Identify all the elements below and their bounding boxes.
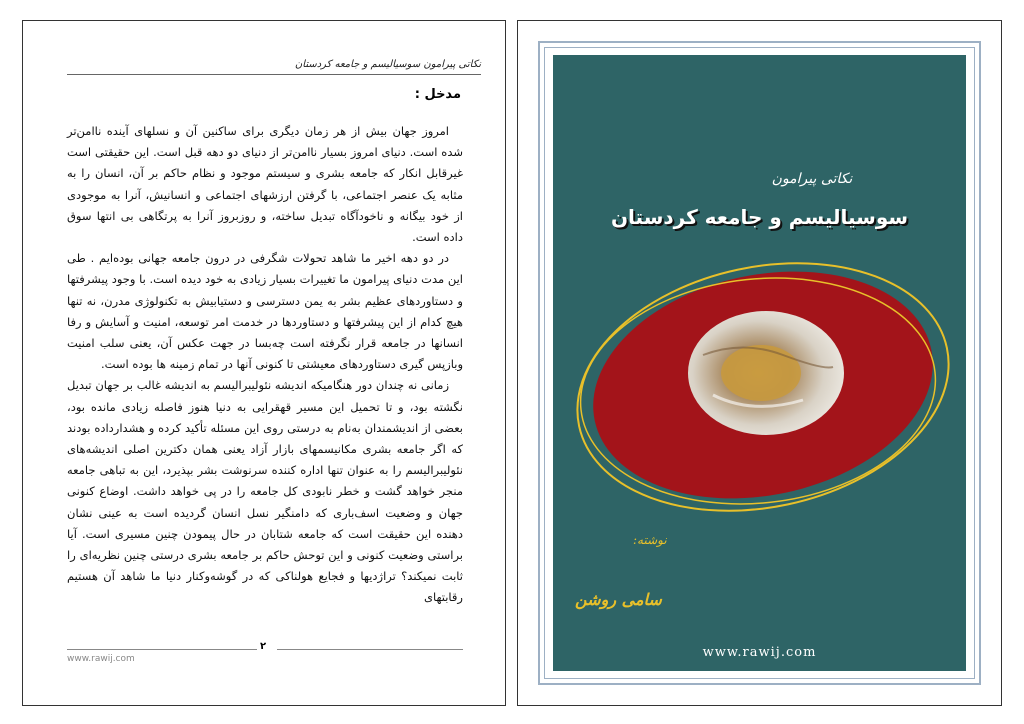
running-head: نکاتی پیرامون سوسیالیسم و جامعه کردستان bbox=[294, 59, 481, 70]
book-cover bbox=[553, 55, 966, 671]
paragraph: امروز جهان بیش از هر زمان دیگری برای ساکنین آن و نسلهای آینده ناامن‌تر شده است. دنیای امروز بسیار ناامن‌تر از دنیای دو دهه قبل است. این حقیقتی است غیرقابل انکار که جامعه بشری و سیستم موجود و نظام حاکم بر آن، انسان را به مثابه یک عنصر اجتماعی، با گرفتن ارزشهای اجتماعی و انسانیش، آنرا به موجودی از خود بیگانه و ناخودآگاه تبدیل ساخته، و روزبروز آنرا به پرتگاهی بی انتها سوق داده است. bbox=[67, 124, 463, 245]
footer-rule-right bbox=[277, 649, 463, 650]
egg-shape bbox=[721, 345, 801, 401]
cover-website: www.rawij.com bbox=[702, 645, 817, 660]
body-text bbox=[67, 121, 463, 609]
author-label: نوشته: bbox=[633, 533, 667, 547]
paragraph: در دو دهه اخیر ما شاهد تحولات شگرفی در درون جامعه جهانی بوده‌ایم . طی این مدت دنیای پیرامون ما تغییرات بسیار زیادی به خود دیده است. با وجود پیشرفتها و دستاوردهای عظیم بشر به یمن دسترسی و دستیابیش به تکنولوژی مدرن، نه تنها هیچ کدام از این پیشرفتها و دستاوردها در خدمت امر توسعه، امنیت و آسایش و رفا انسانها در جامعه قرار نگرفته است چه‌بسا در جهت عکس آن، یعنی سلب امنیت وبازپس گیری دستاوردهای معیشتی تا کنونی آنها در تمام زمینه ها بوده است. bbox=[67, 251, 463, 372]
cover-title: سوسیالیسم و جامعه کردستان bbox=[610, 205, 909, 229]
header-rule bbox=[67, 74, 481, 75]
author-name: سامی روشن bbox=[575, 590, 662, 609]
paragraph: زمانی نه چندان دور هنگامیکه اندیشه نئولیبرالیسم به اندیشه غالب بر جهان تبدیل نگشته بود، و تا تحمیل این مسیر قهقرایی به دنیا هنوز فاصله زیادی مانده بود، بعضی از اندیشمندان به‌نام به درستی روی این مسئله تأکید کرده و هشدارداده بودند که اگر جامعه بشری مکانیسمهای بازار آزاد یعنی همان دکترین اصلی اندیشه‌های نئولیبرالیسم را به عنوان تنها اداره کننده سرنوشت بشر بپذیرد، این به تباهی جامعه منجر خواهد گشت و خطر نابودی کل جامعه را در پی خواهد داشت. اوضاع کنونی جهان و وضعیت اسف‌باری که دامنگیر نسل انسان گردیده است به عینی نشان دهنده این حقیقت است که جامعه شتابان در حال پیمودن چنین مسیری است. آیا براستی وضعیت کنونی و این توحش حاکم بر جامعه بشری درستی چنین نظریه‌ای را ثابت نمیکند؟ تراژدیها و فجایع هولناکی که در گوشه‌وکنار دنیا ما شاهد آن هستیم رقابتهای bbox=[67, 378, 463, 605]
cover-subtitle: نکاتی پیرامون bbox=[771, 171, 853, 187]
left-page bbox=[22, 20, 506, 706]
footer-rule-left bbox=[67, 649, 257, 650]
right-page bbox=[517, 20, 1002, 706]
section-title: مدخل : bbox=[414, 87, 461, 102]
page-number: ۲ bbox=[260, 641, 267, 652]
footer-website: www.rawij.com bbox=[67, 654, 135, 664]
cover-artwork bbox=[553, 55, 966, 671]
